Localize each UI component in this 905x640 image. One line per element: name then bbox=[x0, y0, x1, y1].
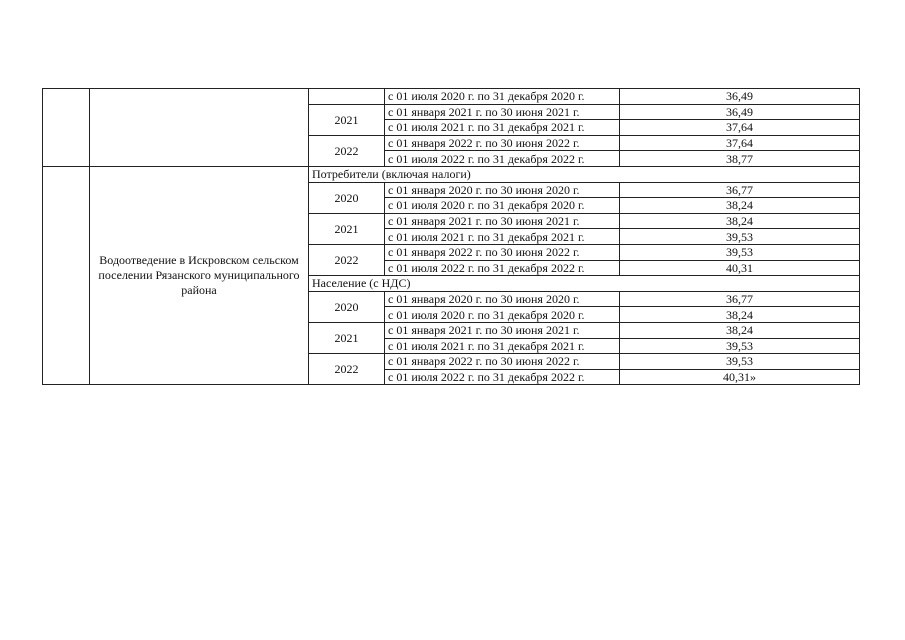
year-cell: 2022 bbox=[309, 354, 385, 385]
value-cell: 38,24 bbox=[620, 198, 860, 214]
year-cell: 2022 bbox=[309, 135, 385, 166]
period-cell: с 01 января 2021 г. по 30 июня 2021 г. bbox=[385, 213, 620, 229]
period-cell: с 01 января 2022 г. по 30 июня 2022 г. bbox=[385, 244, 620, 260]
table-row bbox=[43, 166, 860, 182]
period-cell: с 01 июля 2022 г. по 31 декабря 2022 г. bbox=[385, 369, 620, 385]
value-cell: 38,77 bbox=[620, 151, 860, 167]
period-cell: с 01 июля 2022 г. по 31 декабря 2022 г. bbox=[385, 151, 620, 167]
value-cell: 39,53 bbox=[620, 338, 860, 354]
value-cell: 39,53 bbox=[620, 354, 860, 370]
value-cell: 38,24 bbox=[620, 213, 860, 229]
year-cell: 2021 bbox=[309, 213, 385, 244]
value-cell: 39,53 bbox=[620, 244, 860, 260]
period-cell: с 01 июля 2021 г. по 31 декабря 2021 г. bbox=[385, 229, 620, 245]
value-cell: 36,77 bbox=[620, 182, 860, 198]
value-cell: 37,64 bbox=[620, 135, 860, 151]
year-cell: 2022 bbox=[309, 244, 385, 275]
value-cell: 38,24 bbox=[620, 307, 860, 323]
service-name-cell-empty bbox=[90, 89, 309, 167]
service-name-cell: Водоотведение в Искровском сельском поселении Рязанского муниципального района bbox=[90, 166, 309, 384]
table-row bbox=[43, 89, 860, 105]
period-cell: с 01 января 2021 г. по 30 июня 2021 г. bbox=[385, 104, 620, 120]
value-cell: 39,53 bbox=[620, 229, 860, 245]
period-cell: с 01 июля 2020 г. по 31 декабря 2020 г. bbox=[385, 307, 620, 323]
consumers-group-title: Потребители (включая налоги) bbox=[309, 166, 860, 182]
year-cell bbox=[309, 89, 385, 105]
period-cell: с 01 июля 2021 г. по 31 декабря 2021 г. bbox=[385, 120, 620, 136]
value-cell: 38,24 bbox=[620, 322, 860, 338]
year-cell: 2020 bbox=[309, 291, 385, 322]
period-cell: с 01 января 2020 г. по 30 июня 2020 г. bbox=[385, 291, 620, 307]
population-group-title: Население (с НДС) bbox=[309, 276, 860, 292]
period-cell: с 01 января 2021 г. по 30 июня 2021 г. bbox=[385, 322, 620, 338]
period-cell: с 01 января 2022 г. по 30 июня 2022 г. bbox=[385, 135, 620, 151]
value-cell: 37,64 bbox=[620, 120, 860, 136]
year-cell: 2021 bbox=[309, 104, 385, 135]
period-cell: с 01 января 2022 г. по 30 июня 2022 г. bbox=[385, 354, 620, 370]
row-number-cell bbox=[43, 89, 90, 167]
value-cell: 36,49 bbox=[620, 89, 860, 105]
period-cell: с 01 января 2020 г. по 30 июня 2020 г. bbox=[385, 182, 620, 198]
value-cell: 40,31» bbox=[620, 369, 860, 385]
row-number-cell bbox=[43, 166, 90, 384]
tariff-table bbox=[42, 88, 860, 385]
value-cell: 36,49 bbox=[620, 104, 860, 120]
period-cell: с 01 июля 2020 г. по 31 декабря 2020 г. bbox=[385, 198, 620, 214]
period-cell: с 01 июля 2021 г. по 31 декабря 2021 г. bbox=[385, 338, 620, 354]
value-cell: 36,77 bbox=[620, 291, 860, 307]
year-cell: 2020 bbox=[309, 182, 385, 213]
year-cell: 2021 bbox=[309, 322, 385, 353]
period-cell: с 01 июля 2022 г. по 31 декабря 2022 г. bbox=[385, 260, 620, 276]
value-cell: 40,31 bbox=[620, 260, 860, 276]
period-cell: с 01 июля 2020 г. по 31 декабря 2020 г. bbox=[385, 89, 620, 105]
